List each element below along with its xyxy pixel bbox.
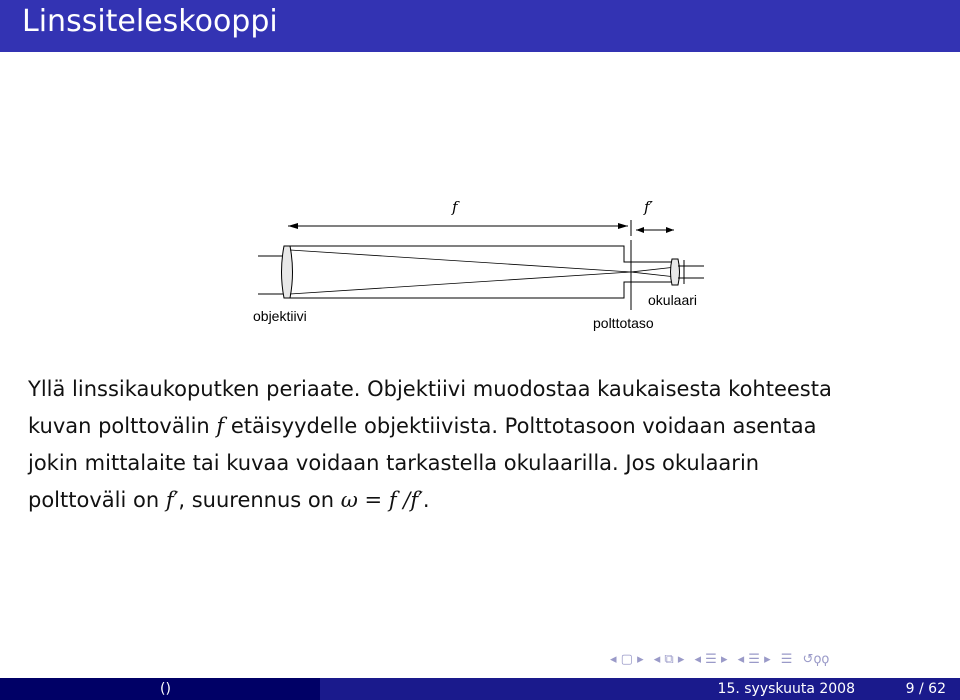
body-line-2a: kuvan polttovälin [28,414,217,438]
ray-bottom [290,272,631,294]
fprime-arrow-left [636,227,644,233]
body-line-4a: polttoväli on [28,488,166,512]
objective-lens [282,246,293,298]
nav-frame-icon[interactable]: ◂ ⧉ ▸ [653,652,685,667]
f-arrow-left [288,223,298,229]
nav-search-icon[interactable]: ↺ϙϙ [802,652,830,667]
body-line-4c: . [422,488,430,512]
body-line-4b: , suurennus on [178,488,341,512]
figure-label-fprime: f′ [644,198,653,216]
footer-author: () [160,681,171,697]
body-line-3: jokin mittalaite tai kuvaa voidaan tarkastella okulaarilla. Jos okulaarin [28,451,760,475]
body-line-2-f: f [216,414,225,438]
nav-subsection-icon[interactable]: ◂ ☰ ▸ [737,652,771,667]
ray-top [290,250,631,272]
body-paragraph [28,371,933,519]
footer-page-number: 9 / 62 [905,681,946,697]
footer-author-box [0,678,320,700]
footer-date: 15. syyskuuta 2008 [717,681,855,697]
nav-first-icon[interactable]: ◂ ▢ ▸ [610,652,644,667]
beamer-navigation [610,652,835,670]
nav-section-icon[interactable]: ◂ ☰ ▸ [694,652,728,667]
nav-align-icon[interactable]: ☰ [780,652,793,667]
footer-info-box [320,678,960,700]
figure-label-eyepiece: okulaari [648,292,698,308]
body-line-2 [28,408,933,445]
figure-label-objective: objektiivi [253,308,307,324]
body-line-1: Yllä linssikaukoputken periaate. Objektiivi muodostaa kaukaisesta kohteesta [28,377,832,401]
figure-label-f: f [452,198,458,216]
figure-label-focal-plane: polttotaso [593,315,654,331]
body-line-4 [28,482,933,519]
slide-footer [0,678,960,700]
slide-title: Linssiteleskooppi [22,4,278,39]
body-line-4-fprime: f′ [165,488,179,512]
body-line-2b: etäisyydelle objektiivista. Polttotasoon voidaan asentaa [224,414,817,438]
fprime-arrow-right [666,227,674,233]
magnification-formula: ω = f /f′ [340,488,423,512]
eyepiece-lens [671,259,680,285]
f-arrow-right [618,223,628,229]
